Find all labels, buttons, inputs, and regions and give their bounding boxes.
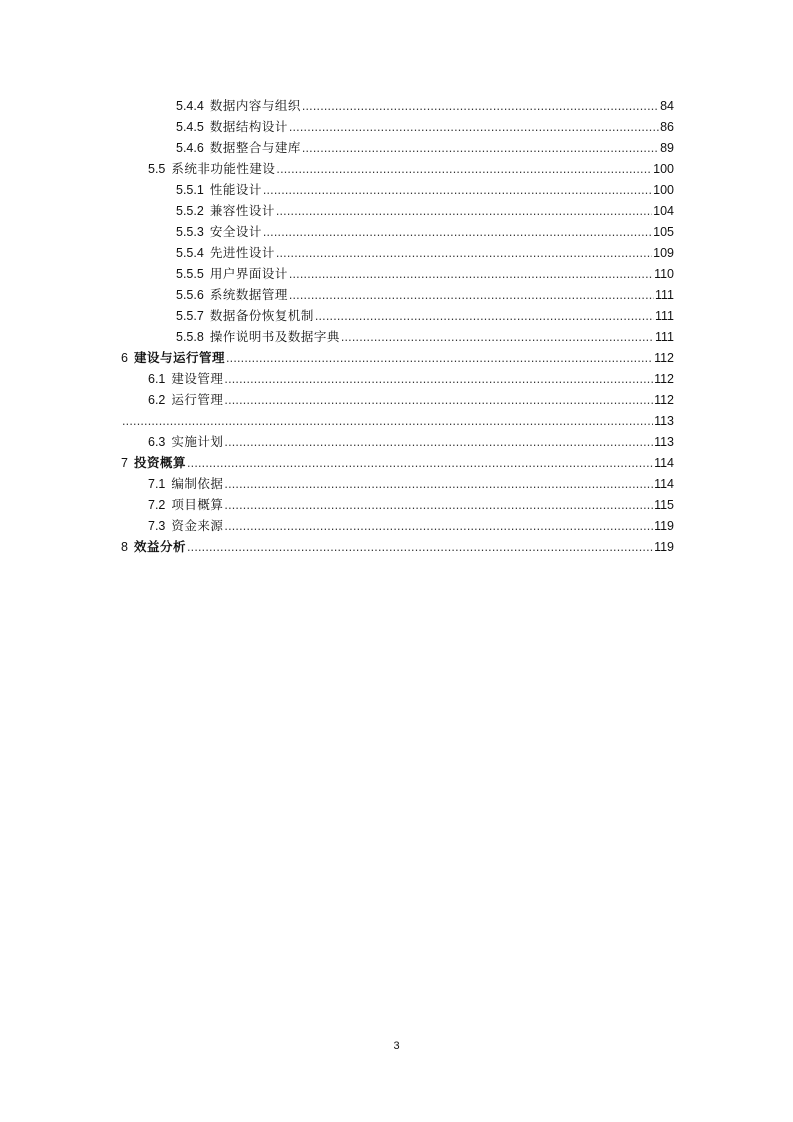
- toc-entry-page: 113: [654, 435, 674, 449]
- toc-entry-leader: [302, 138, 659, 158]
- toc-entry[interactable]: [148, 474, 674, 494]
- toc-entry-leader: [263, 222, 652, 242]
- toc-entry-leader: [289, 285, 654, 305]
- toc-entry-title: 操作说明书及数据字典: [209, 330, 340, 344]
- toc-entry[interactable]: [148, 495, 674, 515]
- toc-entry-page: 111: [654, 309, 674, 323]
- toc-entry-page: 84: [660, 99, 674, 113]
- toc-entry[interactable]: [121, 537, 674, 557]
- toc-entry-title: 资金来源: [171, 519, 224, 533]
- toc-entry-page: 115: [654, 498, 674, 512]
- toc-entry-number: 7.3: [148, 519, 166, 533]
- toc-entry-number: 6: [121, 351, 128, 365]
- toc-entry-leader: [263, 180, 652, 200]
- toc-entry-title: 效益分析: [133, 540, 186, 554]
- toc-entry-page: 112: [654, 372, 674, 386]
- toc-entry-page: 114: [654, 477, 674, 491]
- toc-entry-title: 系统非功能性建设: [171, 162, 276, 176]
- toc-entry[interactable]: [176, 285, 674, 305]
- toc-entry-number: 5.4.6: [176, 141, 204, 155]
- toc-entry-title: 投资概算: [133, 456, 186, 470]
- toc-entry-leader: [276, 201, 652, 221]
- toc-entry-page: 100: [653, 183, 674, 197]
- toc-entry-page: 104: [653, 204, 674, 218]
- toc-entry-number: 5.5.6: [176, 288, 204, 302]
- toc-entry-number: 5.5.3: [176, 225, 204, 239]
- toc-entry-leader: [187, 537, 653, 557]
- toc-entry-number: 5.5.8: [176, 330, 204, 344]
- toc-entry-page: 105: [653, 225, 674, 239]
- toc-entry-page: 86: [660, 120, 674, 134]
- toc-entry-number: 8: [121, 540, 128, 554]
- toc-entry-title: 系统数据管理: [209, 288, 288, 302]
- toc-entry-page: 111: [654, 330, 674, 344]
- toc-entry-page: 110: [654, 267, 674, 281]
- toc-entry-number: 5.5.4: [176, 246, 204, 260]
- toc-entry-page: 114: [654, 456, 674, 470]
- toc-entry-title: 安全设计: [209, 225, 262, 239]
- toc-entry[interactable]: [148, 369, 674, 389]
- toc-entry[interactable]: [176, 201, 674, 221]
- toc-entry-leader: [315, 306, 654, 326]
- toc-entry-title: 数据结构设计: [209, 120, 288, 134]
- toc-entry-number: 5.5.1: [176, 183, 204, 197]
- toc-entry-title: 先进性设计: [209, 246, 275, 260]
- toc-entry-page: 113: [654, 414, 674, 428]
- toc-entry-leader: [276, 159, 652, 179]
- toc-entry[interactable]: [148, 390, 674, 410]
- toc-entry-number: 7.1: [148, 477, 166, 491]
- toc-entry-title: 性能设计: [209, 183, 262, 197]
- toc-entry-leader: [224, 390, 653, 410]
- toc-entry[interactable]: [176, 264, 674, 284]
- toc-entry-leader: [289, 117, 659, 137]
- toc-entry-title: 数据整合与建库: [209, 141, 301, 155]
- toc-entry[interactable]: [148, 159, 674, 179]
- toc-entry[interactable]: [176, 243, 674, 263]
- toc-entry-number: 7: [121, 456, 128, 470]
- toc-entry-leader: [224, 516, 653, 536]
- toc-entry-title: 兼容性设计: [209, 204, 275, 218]
- toc-entry-leader: [224, 432, 653, 452]
- toc-entry-leader: [224, 369, 653, 389]
- toc-entry[interactable]: [176, 96, 674, 116]
- toc-entry-leader: [276, 243, 652, 263]
- toc-entry-page: 119: [654, 519, 674, 533]
- toc-entry-page: 112: [654, 351, 674, 365]
- toc-entry-leader: [226, 348, 653, 368]
- toc-entry-number: 5.4.4: [176, 99, 204, 113]
- toc-entry[interactable]: [121, 453, 674, 473]
- toc-entry-leader: [187, 453, 653, 473]
- toc-entry-leader: [224, 474, 653, 494]
- toc-entry-number: 6.2: [148, 393, 166, 407]
- toc-entry-leader: [302, 96, 659, 116]
- toc-entry[interactable]: [121, 411, 674, 431]
- toc-entry[interactable]: [176, 222, 674, 242]
- toc-entry-number: 6.1: [148, 372, 166, 386]
- toc-entry-leader: [122, 411, 653, 431]
- toc-entry-leader: [341, 327, 654, 347]
- toc-entry-page: 109: [653, 246, 674, 260]
- toc-entry[interactable]: [148, 432, 674, 452]
- toc-entry-number: 5.5.5: [176, 267, 204, 281]
- toc-entry-number: 5.5.2: [176, 204, 204, 218]
- toc-entry-title: 建设与运行管理: [133, 351, 225, 365]
- toc-entry-number: 7.2: [148, 498, 166, 512]
- page-number: 3: [393, 1040, 400, 1052]
- toc-entry[interactable]: [121, 348, 674, 368]
- toc-entry-number: 6.3: [148, 435, 166, 449]
- toc-entry-page: 89: [660, 141, 674, 155]
- toc-entry-number: 5.5: [148, 162, 166, 176]
- toc-entry-title: 用户界面设计: [209, 267, 288, 281]
- toc-entry-title: 建设管理: [171, 372, 224, 386]
- toc-entry-page: 100: [653, 162, 674, 176]
- toc-entry-title: 数据内容与组织: [209, 99, 301, 113]
- toc-entry-title: 数据备份恢复机制: [209, 309, 314, 323]
- toc-entry-page: 119: [654, 540, 674, 554]
- toc-entry-page: 112: [654, 393, 674, 407]
- toc-entry[interactable]: [148, 516, 674, 536]
- toc-entry[interactable]: [176, 138, 674, 158]
- toc-entry-number: 5.4.5: [176, 120, 204, 134]
- toc-entry-number: 5.5.7: [176, 309, 204, 323]
- toc-entry[interactable]: [176, 117, 674, 137]
- toc-entry-leader: [289, 264, 653, 284]
- toc-entry-title: 运行管理: [171, 393, 224, 407]
- toc-entry-title: 编制依据: [171, 477, 224, 491]
- toc-entry-page: 111: [654, 288, 674, 302]
- toc-entry[interactable]: [176, 306, 674, 326]
- toc-entry-title: 项目概算: [171, 498, 224, 512]
- toc-entry-leader: [224, 495, 653, 515]
- toc-entry-title: 实施计划: [171, 435, 224, 449]
- toc-entry[interactable]: [176, 180, 674, 200]
- toc-entry[interactable]: [176, 327, 674, 347]
